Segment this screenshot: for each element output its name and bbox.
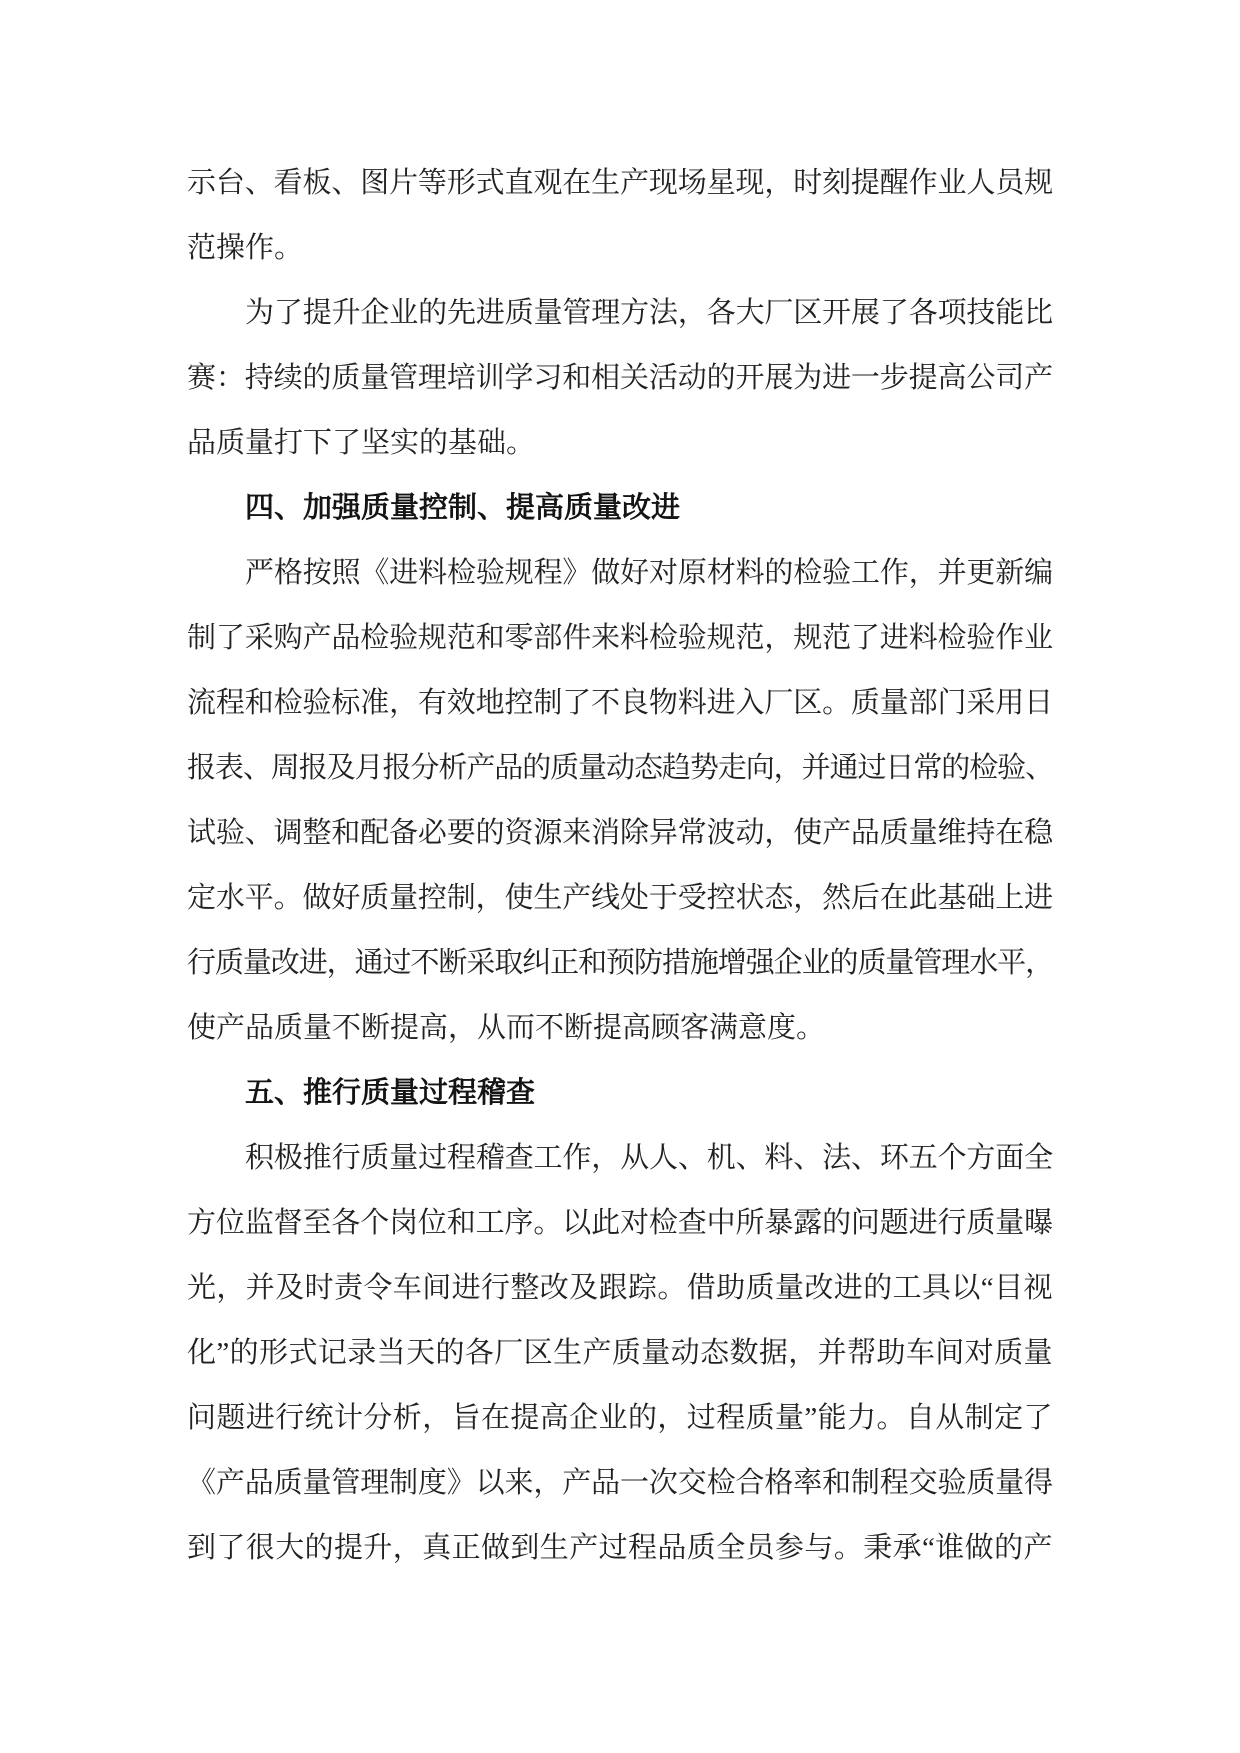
document-line-text: 范操作。 <box>187 232 304 264</box>
document-line-text: 到了很大的提升，真正做到生产过程品质全员参与。秉承“谁做的产 <box>187 1532 1053 1564</box>
document-line <box>187 931 1053 996</box>
document-line <box>187 1126 1053 1191</box>
document-line-text: 积极推行质量过程稽查工作，从人、机、料、法、环五个方面全 <box>245 1142 1054 1174</box>
document-line <box>187 1191 1053 1256</box>
document-line-text: 赛：持续的质量管理培训学习和相关活动的开展为进一步提高公司产 <box>187 362 1054 394</box>
document-line <box>187 281 1053 346</box>
document-line <box>187 1321 1053 1386</box>
document-line-text: 使产品质量不断提高，从而不断提高顾客满意度。 <box>187 1012 826 1044</box>
document-line <box>187 1516 1053 1581</box>
section-heading <box>187 476 1053 541</box>
document-line-text: 为了提升企业的先进质量管理方法，各大厂区开展了各项技能比 <box>245 297 1054 329</box>
document-line <box>187 671 1053 736</box>
section-heading-text: 五、推行质量过程稽查 <box>245 1077 536 1109</box>
document-line-text: 光，并及时责令车间进行整改及跟踪。借助质量改进的工具以“目视 <box>187 1272 1053 1304</box>
document-line-text: 方位监督至各个岗位和工序。以此对检查中所暴露的问题进行质量曝 <box>187 1207 1054 1239</box>
document-line-text: 报表、周报及月报分析产品的质量动态趋势走向，并通过日常的检验、 <box>187 752 1054 784</box>
document-line <box>187 1386 1053 1451</box>
section-heading-text: 四、加强质量控制、提高质量改进 <box>245 492 681 524</box>
document-line-text: 示台、看板、图片等形式直观在生产现场星现，时刻提醒作业人员规 <box>187 167 1054 199</box>
document-line-text: 试验、调整和配备必要的资源来消除异常波动，使产品质量维持在稳 <box>187 817 1054 849</box>
document-line <box>187 346 1053 411</box>
document-line-text: 制了采购产品检验规范和零部件来料检验规范，规范了进料检验作业 <box>187 622 1054 654</box>
document-line <box>187 1256 1053 1321</box>
section-heading <box>187 1061 1053 1126</box>
document-line <box>187 216 1053 281</box>
document-line <box>187 1451 1053 1516</box>
document-line-text: 行质量改进，通过不断采取纠正和预防措施增强企业的质量管理水平， <box>187 947 1054 979</box>
document-line-text: 流程和检验标准，有效地控制了不良物料进入厂区。质量部门采用日 <box>187 687 1054 719</box>
document-line-text: 定水平。做好质量控制，使生产线处于受控状态，然后在此基础上进 <box>187 882 1054 914</box>
document-line <box>187 736 1053 801</box>
document-line-text: 品质量打下了坚实的基础。 <box>187 427 536 459</box>
document-line-text: 化”的形式记录当天的各厂区生产质量动态数据，并帮助车间对质量 <box>187 1337 1053 1369</box>
document-line <box>187 541 1053 606</box>
document-line <box>187 411 1053 476</box>
document-line-text: 严格按照《进料检验规程》做好对原材料的检验工作，并更新编 <box>245 557 1054 589</box>
document-line-text: 《产品质量管理制度》以来，产品一次交检合格率和制程交验质量得 <box>187 1467 1054 1499</box>
document-line <box>187 866 1053 931</box>
document-line <box>187 606 1053 671</box>
document-line-text: 问题进行统计分析，旨在提高企业的，过程质量”能力。自从制定了 <box>187 1402 1053 1434</box>
document-line <box>187 996 1053 1061</box>
document-line <box>187 151 1053 216</box>
document-line <box>187 801 1053 866</box>
document-text-block <box>187 151 1053 1581</box>
